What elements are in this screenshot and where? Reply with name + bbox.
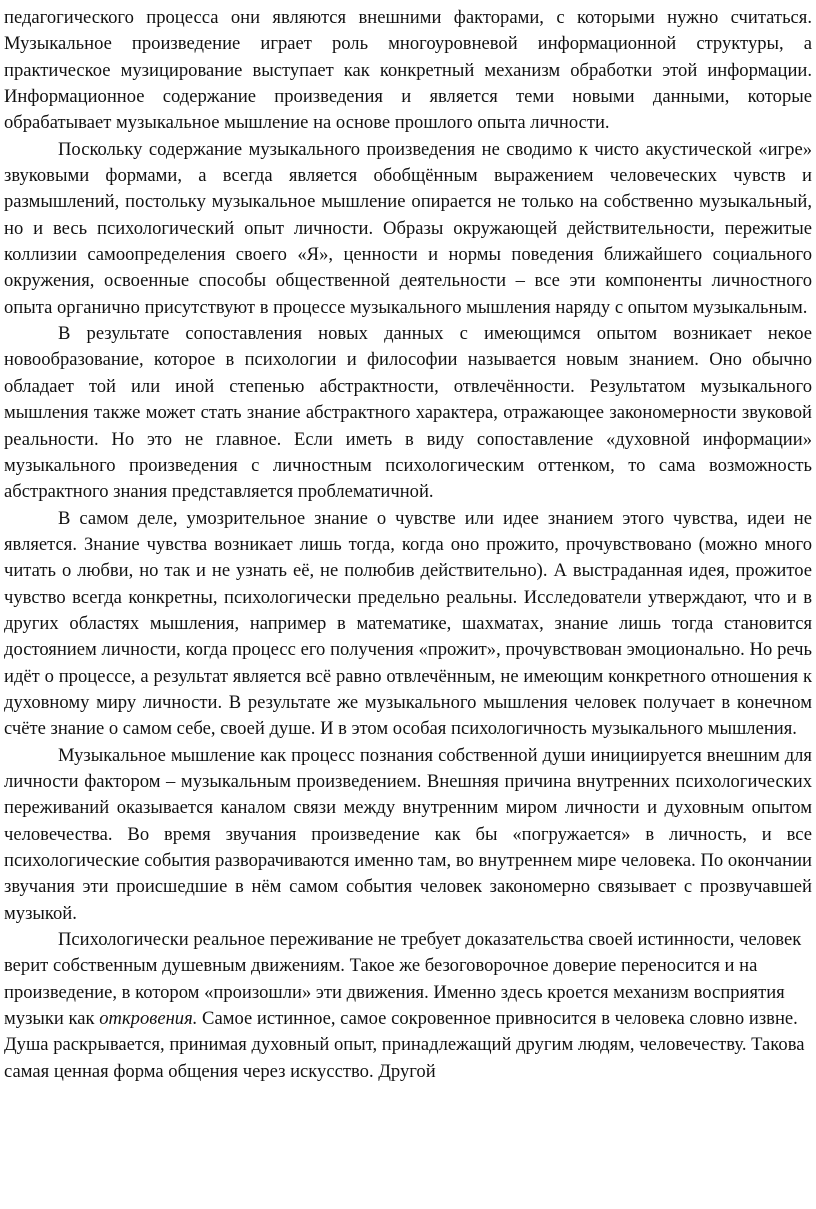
paragraph-4: В самом деле, умозрительное знание о чувстве или идее знанием этого чувства, идеи не является. Знание чувства возникает лишь тогда, когда оно прожито, прочувствовано (можно много читать о любви, но так и не узнать её, не полюбив действительно). А выстраданная идея, прожитое чувство всегда конкретны, психологически предельно реальны. Исследователи утверждают, что и в других областях мышления, например в математике, шахматах, знание лишь тогда становится достоянием личности, когда процесс его получения «прожит», прочувствован эмоционально. Но речь идёт о процессе, а результат является всё равно отвлечённым, не имеющим конкретного отношения к духовному миру личности. В результате же музыкального мышления человек получает в конечном счёте знание о самом себе, своей душе. И в этом особая психологичность музыкального мышления. [4, 507, 812, 740]
paragraph-3: В результате сопоставления новых данных с имеющимся опытом возникает некое новообразование, которое в психологии и философии называется новым знанием. Оно обычно обладает той или иной степенью абстрактности, отвлечённости. Результатом музыкального мышления также может стать знание абстрактного характера, отражающее закономерности звуковой реальности. Но это не главное. Если иметь в виду сопоставление «духовной информации» музыкального произведения с личностным психологическим оттенком, то сама возможность абстрактного знания представляется проблематичной. [4, 323, 812, 503]
paragraph-6-text-before: Психологически реальное переживание не требует доказательства своей истинности, человек верит собственным душевным движениям. Такое же безоговорочное доверие переносится и на произведение, в котором «произошли» эти движения. Именно здесь кроется механизм восприятия музыки как [4, 929, 802, 1030]
paragraph-2: Поскольку содержание музыкального произведения не сводимо к чисто акустической «игре» звуковыми формами, а всегда является обобщённым выражением человеческих чувств и размышлений, постольку музыкальное мышление опирается не только на собственно музыкальный, но и весь психологический опыт личности. Образы окружающей действительности, пережитые коллизии самоопределения своего «Я», ценности и нормы поведения ближайшего социального окружения, освоенные способы общественной деятельности – все эти компоненты личностного опыта органично присутствуют в процессе музыкального мышления наряду с опытом музыкальным. [4, 138, 812, 318]
paragraph-5: Музыкальное мышление как процесс познания собственной души инициируется внешним для личности фактором – музыкальным произведением. Внешняя причина внутренних психологических переживаний оказывается каналом связи между внутренним миром личности и духовным опытом человечества. Во время звучания произведение как бы «погружается» в личность, и все психологические события разворачиваются именно там, во внутреннем мире человека. По окончании звучания эти происшедшие в нём самом события человек закономерно связывает с прозвучавшей музыкой. [4, 744, 812, 924]
paragraph-6 [4, 927, 812, 1085]
paragraph-1: педагогического процесса они являются внешними факторами, с которыми нужно считаться. Музыкальное произведение играет роль многоуровневой информационной структуры, а практическое музицирование выступает как конкретный механизм обработки этой информации. Информационное содержание произведения и является теми новыми данными, которые обрабатывает музыкальное мышление на основе прошлого опыта личности. [4, 7, 812, 134]
paragraph-6-text-after: Самое истинное, самое сокровенное привносится в человека словно извне. Душа раскрывается, принимая духовный опыт, принадлежащий другим людям, человечеству. Такова самая ценная форма общения через искусство. Другой [4, 1008, 805, 1082]
paragraph-6-emphasis: откровения. [99, 1008, 198, 1030]
